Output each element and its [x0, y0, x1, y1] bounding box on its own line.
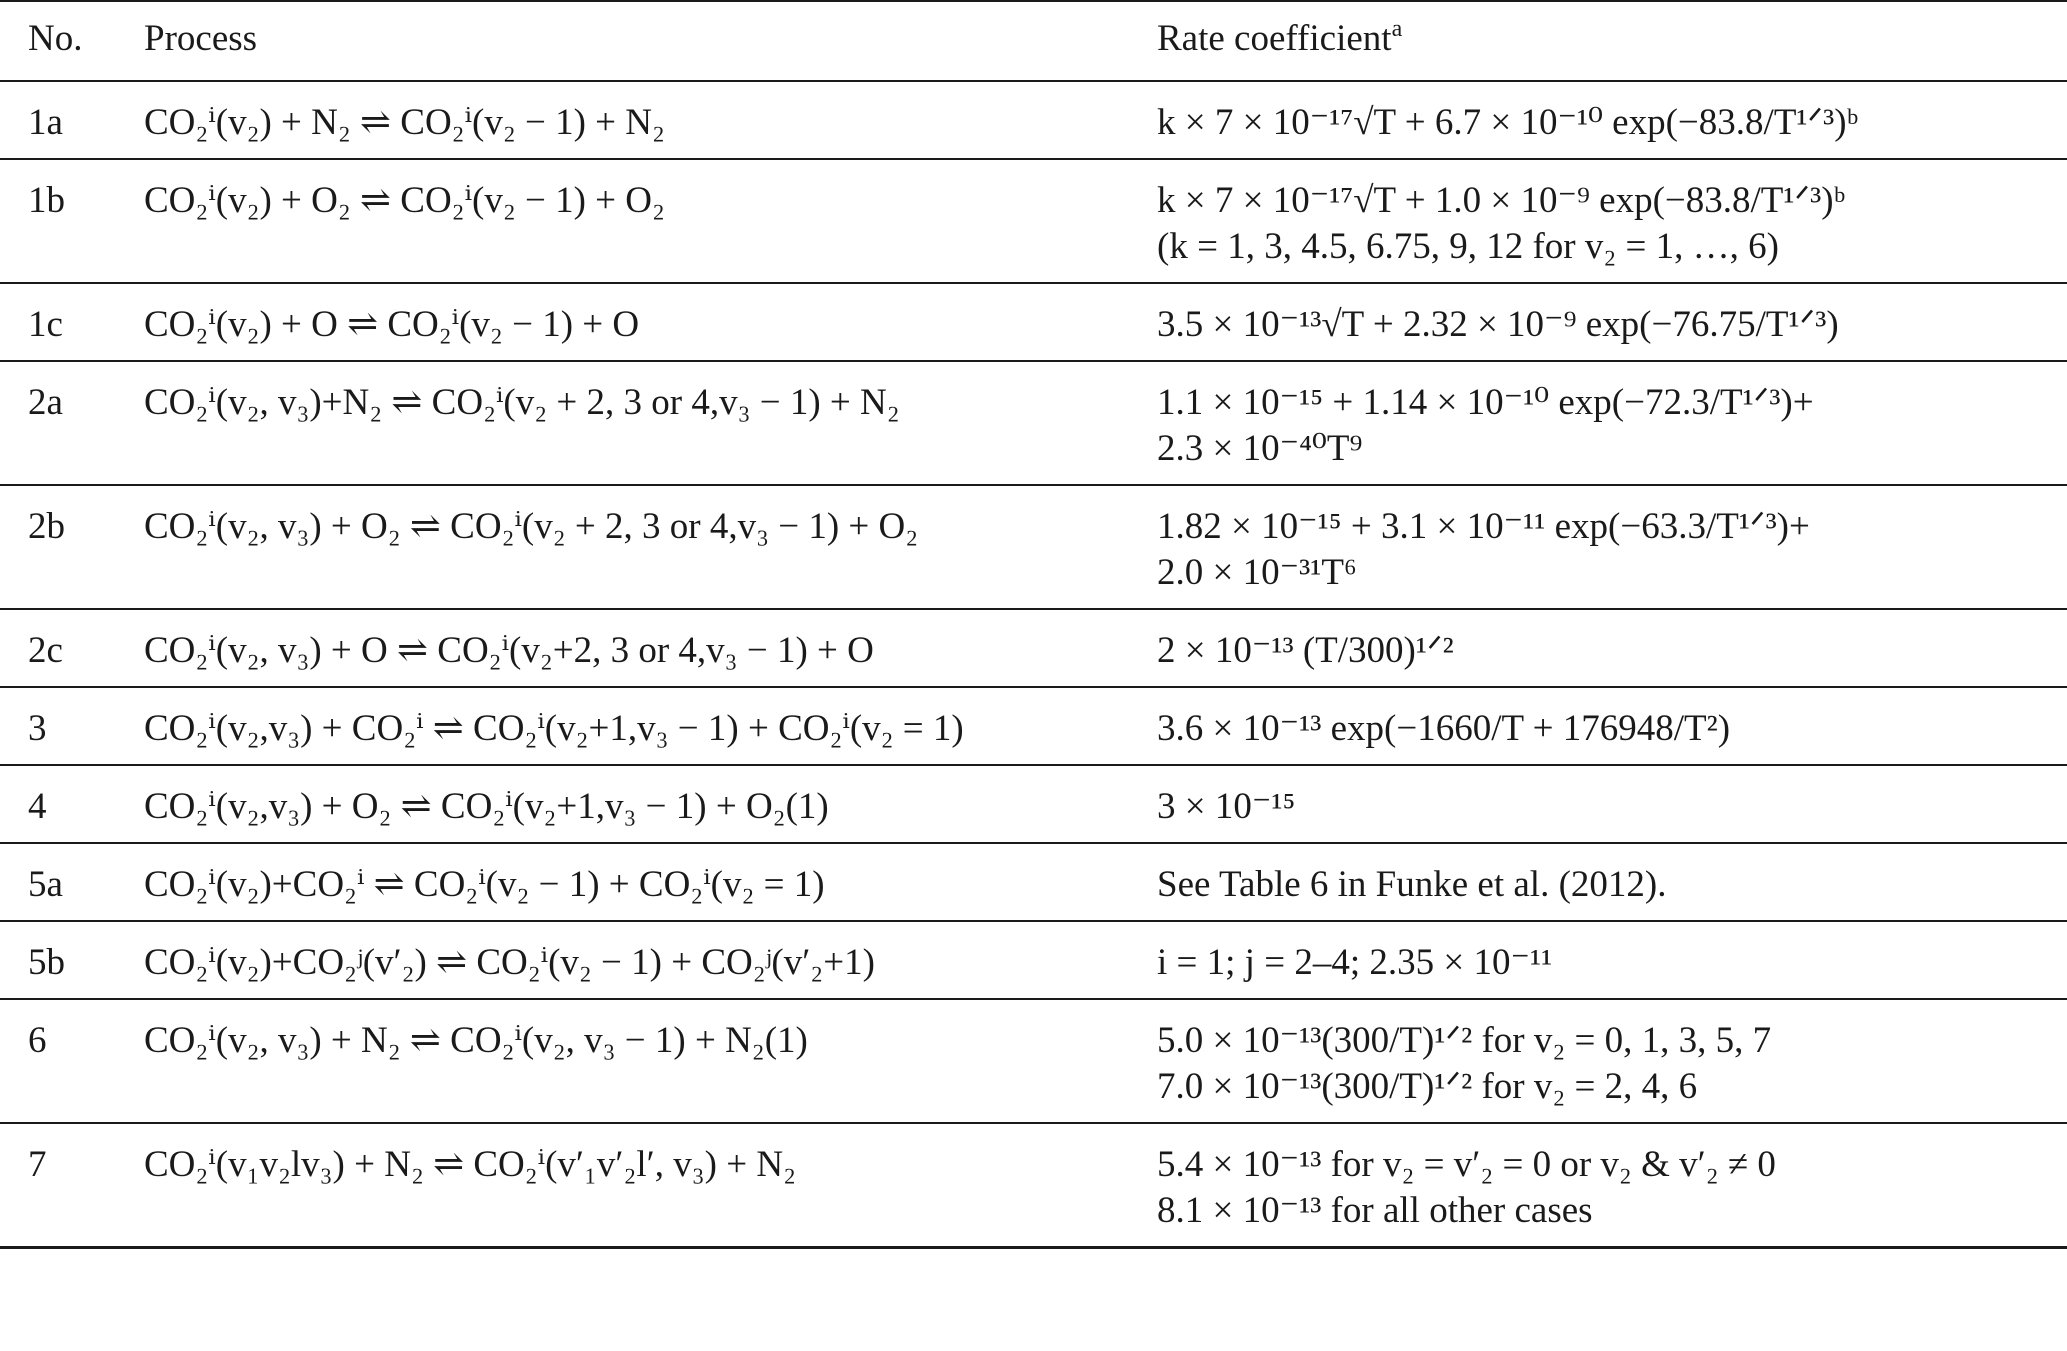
table-row [0, 361, 2067, 485]
rate-coefficient-line: 3.5 × 10⁻¹³√T + 2.32 × 10⁻⁹ exp(−76.75/T¹ᐟ³) [1157, 304, 1839, 345]
rate-coefficient-line: 8.1 × 10⁻¹³ for all other cases [1157, 1190, 1593, 1231]
rate-coefficient-cell [1157, 81, 2067, 159]
header-row [0, 1, 2067, 81]
row-number: 5b [28, 942, 65, 983]
row-number: 4 [28, 786, 47, 827]
rate-coefficient-line: i = 1; j = 2–4; 2.35 × 10⁻¹¹ [1157, 942, 1553, 983]
row-number: 1c [28, 304, 63, 345]
rate-coefficient-line: 3.6 × 10⁻¹³ exp(−1660/T + 176948/T²) [1157, 708, 1731, 749]
process-cell: CO₂ⁱ(v₂,v₃) + O₂ ⇌ CO₂ⁱ(v₂+1,v₃ − 1) + O₂(1) [144, 786, 829, 827]
process-cell: CO₂ⁱ(v₂) + O₂ ⇌ CO₂ⁱ(v₂ − 1) + O₂ [144, 180, 665, 221]
rate-coefficient-cell [1157, 765, 2067, 843]
process-cell: CO₂ⁱ(v₂) + O ⇌ CO₂ⁱ(v₂ − 1) + O [144, 304, 640, 345]
process-cell: CO₂ⁱ(v₂,v₃) + CO₂ⁱ ⇌ CO₂ⁱ(v₂+1,v₃ − 1) + CO₂ⁱ(v₂ = 1) [144, 708, 964, 749]
process-cell: CO₂ⁱ(v₂)+CO₂ʲ(v′₂) ⇌ CO₂ⁱ(v₂ − 1) + CO₂ʲ(v′₂+1) [144, 942, 875, 983]
rate-coefficient-cell [1157, 485, 2067, 609]
rate-coefficient-cell [1157, 609, 2067, 687]
table-row [0, 765, 2067, 843]
rate-coefficient-line: 2.3 × 10⁻⁴⁰T⁹ [1157, 428, 1363, 469]
process-cell: CO₂ⁱ(v₂, v₃) + N₂ ⇌ CO₂ⁱ(v₂, v₃ − 1) + N₂(1) [144, 1020, 808, 1061]
row-number: 7 [28, 1144, 47, 1185]
rate-coefficient-cell [1157, 921, 2067, 999]
row-number: 5a [28, 864, 63, 905]
rate-coefficient-cell [1157, 159, 2067, 283]
process-cell: CO₂ⁱ(v₂)+CO₂ⁱ ⇌ CO₂ⁱ(v₂ − 1) + CO₂ⁱ(v₂ = 1) [144, 864, 825, 905]
row-number: 3 [28, 708, 47, 749]
rate-coefficient-line: 2 × 10⁻¹³ (T/300)¹ᐟ² [1157, 630, 1454, 671]
table-row [0, 1123, 2067, 1248]
row-number: 2c [28, 630, 63, 671]
rate-coefficient-line: k × 7 × 10⁻¹⁷√T + 1.0 × 10⁻⁹ exp(−83.8/T¹ᐟ³)ᵇ [1157, 180, 1846, 221]
row-number: 2b [28, 506, 65, 547]
rate-coefficient-line: 7.0 × 10⁻¹³(300/T)¹ᐟ² for v₂ = 2, 4, 6 [1157, 1066, 1698, 1107]
table-row [0, 687, 2067, 765]
rate-coefficient-line: 1.82 × 10⁻¹⁵ + 3.1 × 10⁻¹¹ exp(−63.3/T¹ᐟ³)+ [1157, 506, 1810, 547]
rate-coefficient-line: See Table 6 in Funke et al. (2012). [1157, 864, 1667, 905]
process-cell: CO₂ⁱ(v₂, v₃) + O ⇌ CO₂ⁱ(v₂+2, 3 or 4,v₃ − 1) + O [144, 630, 874, 671]
process-cell: CO₂ⁱ(v₂) + N₂ ⇌ CO₂ⁱ(v₂ − 1) + N₂ [144, 102, 665, 143]
row-number: 2a [28, 382, 63, 423]
rate-coefficient-cell [1157, 1123, 2067, 1248]
process-cell: CO₂ⁱ(v₁v₂lv₃) + N₂ ⇌ CO₂ⁱ(v′₁v′₂l′, v₃) + N₂ [144, 1144, 796, 1185]
header-process: Process [144, 18, 258, 59]
rate-coefficient-line: 5.0 × 10⁻¹³(300/T)¹ᐟ² for v₂ = 0, 1, 3, 5, 7 [1157, 1020, 1772, 1061]
rate-coefficient-cell [1157, 687, 2067, 765]
table-row [0, 485, 2067, 609]
rate-coefficient-cell [1157, 843, 2067, 921]
process-cell: CO₂ⁱ(v₂, v₃)+N₂ ⇌ CO₂ⁱ(v₂ + 2, 3 or 4,v₃ − 1) + N₂ [144, 382, 900, 423]
process-cell: CO₂ⁱ(v₂, v₃) + O₂ ⇌ CO₂ⁱ(v₂ + 2, 3 or 4,v₃ − 1) + O₂ [144, 506, 919, 547]
table-row [0, 609, 2067, 687]
table-row [0, 283, 2067, 361]
row-number: 6 [28, 1020, 47, 1061]
header-rate-label: Rate coefficient [1157, 18, 1392, 59]
rate-coefficient-line: 2.0 × 10⁻³¹T⁶ [1157, 552, 1357, 593]
table-row [0, 159, 2067, 283]
table-header [0, 1, 2067, 81]
row-number: 1b [28, 180, 65, 221]
table-row [0, 843, 2067, 921]
table-row [0, 81, 2067, 159]
rate-coefficient-cell [1157, 999, 2067, 1123]
header-rate [1157, 1, 2067, 81]
header-rate-footnote-marker: a [1391, 16, 1403, 42]
rate-coefficient-cell [1157, 361, 2067, 485]
table-row [0, 999, 2067, 1123]
table-body [0, 81, 2067, 1248]
rate-coefficient-line: 1.1 × 10⁻¹⁵ + 1.14 × 10⁻¹⁰ exp(−72.3/T¹ᐟ³)+ [1157, 382, 1814, 423]
rate-coefficient-line: (k = 1, 3, 4.5, 6.75, 9, 12 for v₂ = 1, …, 6) [1157, 226, 1779, 267]
header-no: No. [28, 18, 83, 59]
rate-coefficient-line: k × 7 × 10⁻¹⁷√T + 6.7 × 10⁻¹⁰ exp(−83.8/T¹ᐟ³)ᵇ [1157, 102, 1859, 143]
table-row [0, 921, 2067, 999]
rate-coefficient-line: 5.4 × 10⁻¹³ for v₂ = v′₂ = 0 or v₂ & v′₂ ≠ 0 [1157, 1144, 1776, 1185]
rate-coefficient-cell [1157, 283, 2067, 361]
row-number: 1a [28, 102, 63, 143]
rate-coefficient-line: 3 × 10⁻¹⁵ [1157, 786, 1296, 827]
